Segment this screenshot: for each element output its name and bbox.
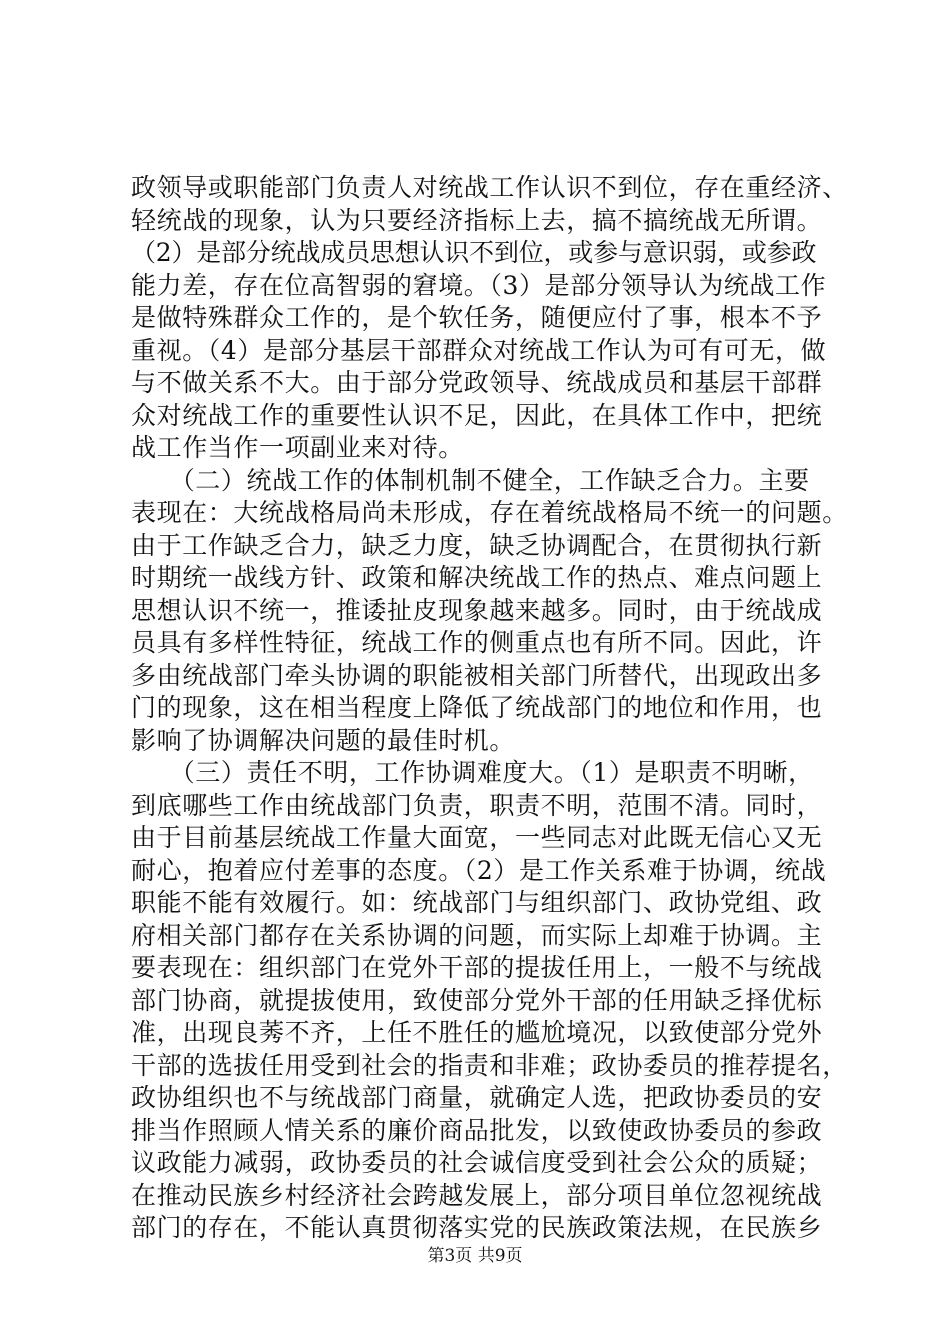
text-line: 干部的选拔任用受到社会的指责和非难；政协委员的推荐提名， — [131, 1050, 848, 1080]
text-line: 与不做关系不大。由于部分党政领导、统战成员和基层干部群 — [131, 368, 823, 397]
text-line: 员具有多样性特征，统战工作的侧重点也有所不同。因此，许 — [131, 628, 823, 657]
text-line: 政领导或职能部门负责人对统战工作认识不到位，存在重经济、 — [131, 173, 848, 202]
body-text — [131, 172, 848, 1245]
text-line: 政协组织也不与统战部门商量，就确定人选，把政协委员的安 — [131, 1083, 823, 1112]
text-line: 重视。（4）是部分基层干部群众对统战工作认为可有可无，做 — [131, 335, 827, 365]
text-line: 表现在：大统战格局尚未形成，存在着统战格局不统一的问题。 — [131, 498, 848, 527]
text-line: 思想认识不统一，推诿扯皮现象越来越多。同时，由于统战成 — [131, 595, 823, 625]
text-line: 由于工作缺乏合力，缺乏力度，缺乏协调配合，在贯彻执行新 — [131, 530, 823, 560]
text-line: 时期统一战线方针、政策和解决统战工作的热点、难点问题上 — [131, 563, 823, 592]
text-line: 排当作照顾人情关系的廉价商品批发，以致使政协委员的参政 — [131, 1115, 823, 1145]
text-line: 府相关部门都存在关系协调的问题，而实际上却难于协调。主 — [131, 920, 823, 950]
text-line: 部门的存在，不能认真贯彻落实党的民族政策法规，在民族乡 — [131, 1213, 823, 1242]
text-line: 是做特殊群众工作的，是个软任务，随便应付了事，根本不予 — [131, 303, 823, 332]
text-line: 影响了协调解决问题的最佳时机。 — [131, 725, 516, 755]
text-line: 部门协商，就提拔使用，致使部分党外干部的任用缺乏择优标 — [131, 985, 823, 1015]
text-line: 议政能力减弱，政协委员的社会诚信度受到社会公众的质疑； — [131, 1148, 823, 1177]
text-line: 轻统战的现象，认为只要经济指标上去，搞不搞统战无所谓。 — [131, 205, 823, 235]
text-line: 战工作当作一项副业来对待。 — [131, 433, 464, 462]
text-line: 职能不能有效履行。如：统战部门与组织部门、政协党组、政 — [131, 888, 823, 917]
text-line: 众对统战工作的重要性认识不足，因此，在具体工作中，把统 — [131, 400, 823, 430]
text-line: 准，出现良莠不齐，上任不胜任的尴尬境况，以致使部分党外 — [131, 1018, 823, 1047]
text-line: 多由统战部门牵头协调的职能被相关部门所替代，出现政出多 — [131, 660, 823, 690]
text-line: （2）是部分统战成员思想认识不到位，或参与意识弱，或参政 — [131, 238, 817, 267]
text-line: 门的现象，这在相当程度上降低了统战部门的地位和作用，也 — [131, 693, 823, 722]
text-line: （二）统战工作的体制机制不健全，工作缺乏合力。主要 — [131, 465, 810, 495]
text-line: 由于目前基层统战工作量大面宽，一些同志对此既无信心又无 — [131, 823, 823, 852]
text-line: 能力差，存在位高智弱的窘境。（3）是部分领导认为统战工作 — [131, 270, 827, 300]
text-line: 在推动民族乡村经济社会跨越发展上，部分项目单位忽视统战 — [131, 1180, 823, 1210]
text-line: 要表现在：组织部门在党外干部的提拔任用上，一般不与统战 — [131, 953, 823, 982]
page-number-footer: 第3页 共9页 — [427, 1246, 523, 1266]
text-line: （三）责任不明，工作协调难度大。（1）是职责不明晰， — [131, 758, 814, 787]
text-line: 耐心，抱着应付差事的态度。（2）是工作关系难于协调，统战 — [131, 855, 827, 885]
text-line: 到底哪些工作由统战部门负责，职责不明，范围不清。同时， — [131, 790, 823, 820]
